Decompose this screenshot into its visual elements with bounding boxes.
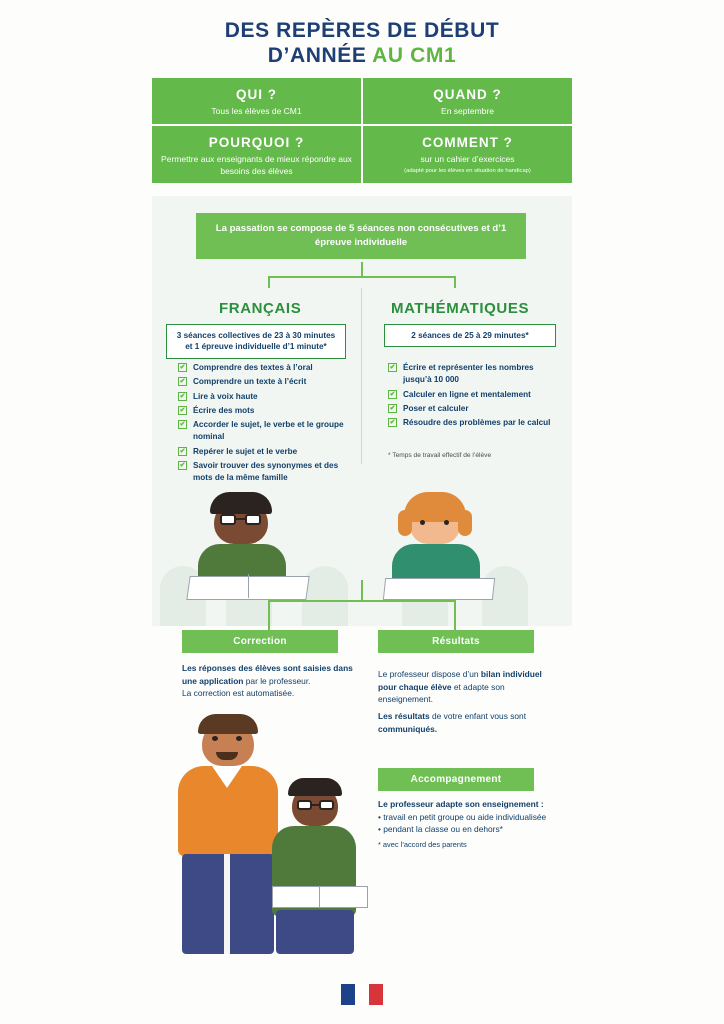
pupil-glasses-bridge <box>312 804 319 806</box>
flag-white-band <box>355 984 369 1005</box>
resultats-heading: Résultats <box>378 630 534 653</box>
check-icon: ✔ <box>389 364 396 371</box>
check-icon: ✔ <box>389 404 396 412</box>
teacher-eye-left <box>212 736 218 741</box>
background-silhouette <box>302 566 348 626</box>
pupil-glasses-right <box>319 800 334 810</box>
list-item-label: Écrire des mots <box>193 405 255 415</box>
column-title-mathematiques: MATHÉMATIQUES <box>391 300 530 317</box>
list-item-label: Repérer le sujet et le verbe <box>193 446 298 456</box>
pupil-trousers <box>276 910 354 954</box>
correction-body-rest: par le professeur. <box>243 675 311 686</box>
passation-banner: La passation se compose de 5 séances non consécutives et d’1 épreuve individuelle <box>196 213 526 259</box>
student-girl-hair-side-right <box>458 510 472 536</box>
column-subtitle-francais: 3 séances collectives de 23 à 30 minutes et 1 épreuve individuelle d’1 minute* <box>166 324 346 359</box>
student-girl-body <box>392 544 480 582</box>
connector-left-down <box>268 276 270 288</box>
info-cell-comment-heading: COMMENT ? <box>422 135 513 151</box>
french-flag-icon <box>341 984 383 1005</box>
info-cell-pourquoi <box>152 126 361 183</box>
info-cell-comment-sub: sur un cahier d’exercices <box>420 154 515 165</box>
resultats-p2-b: de votre enfant vous sont <box>429 711 527 721</box>
correction-body-bold: Les réponses des élèves sont saisies dans une application <box>182 663 353 686</box>
list-item <box>178 376 348 388</box>
student-girl-eye-right <box>444 520 449 525</box>
illustration-teacher-pupil <box>160 710 410 960</box>
list-item-label: Résoudre des problèmes par le calcul <box>403 418 551 428</box>
accompagnement-intro: Le professeur adapte son enseignement : <box>378 799 544 809</box>
check-icon: ✔ <box>179 447 186 455</box>
list-item <box>388 417 558 429</box>
columns-footnote: * Temps de travail effectif de l’élève <box>388 452 492 459</box>
accompagnement-heading: Accompagnement <box>378 768 534 791</box>
connector-correction-vertical <box>268 600 270 630</box>
list-item <box>388 362 558 387</box>
correction-body <box>182 662 360 700</box>
student-boy-hair <box>210 492 272 514</box>
connector-right-down <box>454 276 456 288</box>
accompagnement-bullet-2: • pendant la classe ou en dehors* <box>378 824 503 835</box>
student-girl-eye-left <box>420 520 425 525</box>
list-item-label: Savoir trouver des synonymes et des mots de la même famille <box>193 461 339 483</box>
student-boy-glasses-left <box>220 514 236 525</box>
list-item-label: Comprendre un texte à l’écrit <box>193 377 307 387</box>
info-cell-quand-heading: QUAND ? <box>433 87 502 102</box>
list-item-label: Accorder le sujet, le verbe et le groupe nominal <box>193 420 344 442</box>
student-boy-glasses-bridge <box>236 518 245 520</box>
title-line-1: DES REPÈRES DE DÉBUT <box>224 19 500 42</box>
list-item-label: Écrire et représenter les nombres jusqu’à 10 000 <box>403 363 534 385</box>
resultats-p2-c: communiqués. <box>378 723 438 734</box>
pupil-book-spine <box>319 886 320 908</box>
connector-lower-horizontal <box>268 600 456 602</box>
title-line-2 <box>0 43 724 68</box>
teacher-eye-right <box>236 736 242 741</box>
info-cell-qui <box>152 78 361 124</box>
maths-skill-list <box>388 362 558 431</box>
list-item <box>178 405 348 417</box>
check-icon: ✔ <box>179 364 186 371</box>
list-item <box>178 362 348 374</box>
illustration-students <box>152 470 572 626</box>
check-icon: ✔ <box>179 378 186 386</box>
list-item <box>178 391 348 403</box>
student-boy-book-spine <box>248 574 249 598</box>
resultats-p1-c: et adapte son enseignement. <box>378 681 505 705</box>
pupil-hair <box>288 778 342 796</box>
list-item <box>178 446 348 458</box>
title-line-2-accent: AU CM1 <box>372 44 457 68</box>
teacher-trousers-gap <box>224 854 230 954</box>
check-icon: ✔ <box>179 392 186 400</box>
resultats-body <box>378 668 554 706</box>
list-item <box>388 389 558 401</box>
check-icon: ✔ <box>389 390 396 398</box>
list-item <box>388 403 558 415</box>
info-cell-pourquoi-heading: POURQUOI ? <box>208 135 305 151</box>
resultats-p2-a: Les résultats <box>378 711 430 721</box>
info-cell-comment <box>363 126 572 183</box>
resultats-p1-b: bilan individuel pour chaque élève <box>378 669 542 692</box>
flag-red-band <box>369 984 383 1005</box>
info-cell-quand-sub: En septembre <box>441 106 494 116</box>
info-cell-pourquoi-sub: Permettre aux enseignants de mieux répondre aux besoins des élèves <box>161 154 352 176</box>
info-cell-comment-note: (adapté pour les élèves en situation de handicap) <box>404 167 531 174</box>
check-icon: ✔ <box>179 406 186 414</box>
accompagnement-bullet-1: • travail en petit groupe ou aide individualisée <box>378 811 547 822</box>
connector-horizontal-main <box>268 276 456 278</box>
list-item-label: Comprendre des textes à l’oral <box>193 363 313 372</box>
title-line-2-plain: D’ANNÉE <box>267 44 373 68</box>
connector-lower-stem <box>361 580 363 600</box>
column-title-francais: FRANÇAIS <box>219 300 302 317</box>
student-girl-worksheet <box>383 578 495 600</box>
list-item-label: Poser et calculer <box>403 403 469 413</box>
column-divider <box>361 288 362 464</box>
teacher-hair <box>198 714 258 734</box>
student-boy-glasses-right <box>245 514 261 525</box>
check-icon: ✔ <box>389 419 396 427</box>
info-table <box>152 78 572 183</box>
info-cell-qui-heading: QUI ? <box>236 87 277 102</box>
info-cell-qui-sub: Tous les élèves de CM1 <box>211 106 302 116</box>
student-girl-hair <box>404 492 466 522</box>
column-subtitle-mathematiques: 2 séances de 25 à 29 minutes* <box>384 324 556 347</box>
check-icon: ✔ <box>179 462 186 470</box>
flag-blue-band <box>341 984 355 1005</box>
list-item-label: Lire à voix haute <box>193 391 258 401</box>
student-girl-hair-side-left <box>398 510 412 536</box>
connector-resultats-vertical <box>454 600 456 630</box>
correction-heading: Correction <box>182 630 338 653</box>
resultats-p1-a: Le professeur dispose d’un <box>378 669 481 679</box>
pupil-book <box>272 886 368 908</box>
pupil-glasses-left <box>297 800 312 810</box>
page-title <box>0 0 724 68</box>
list-item-label: Calculer en ligne et mentalement <box>403 389 531 399</box>
check-icon: ✔ <box>179 421 186 429</box>
accompagnement-note: * avec l’accord des parents <box>378 839 467 849</box>
francais-skill-list <box>178 362 348 487</box>
correction-body-2: La correction est automatisée. <box>182 688 295 699</box>
list-item <box>178 419 348 444</box>
info-cell-quand <box>363 78 572 124</box>
